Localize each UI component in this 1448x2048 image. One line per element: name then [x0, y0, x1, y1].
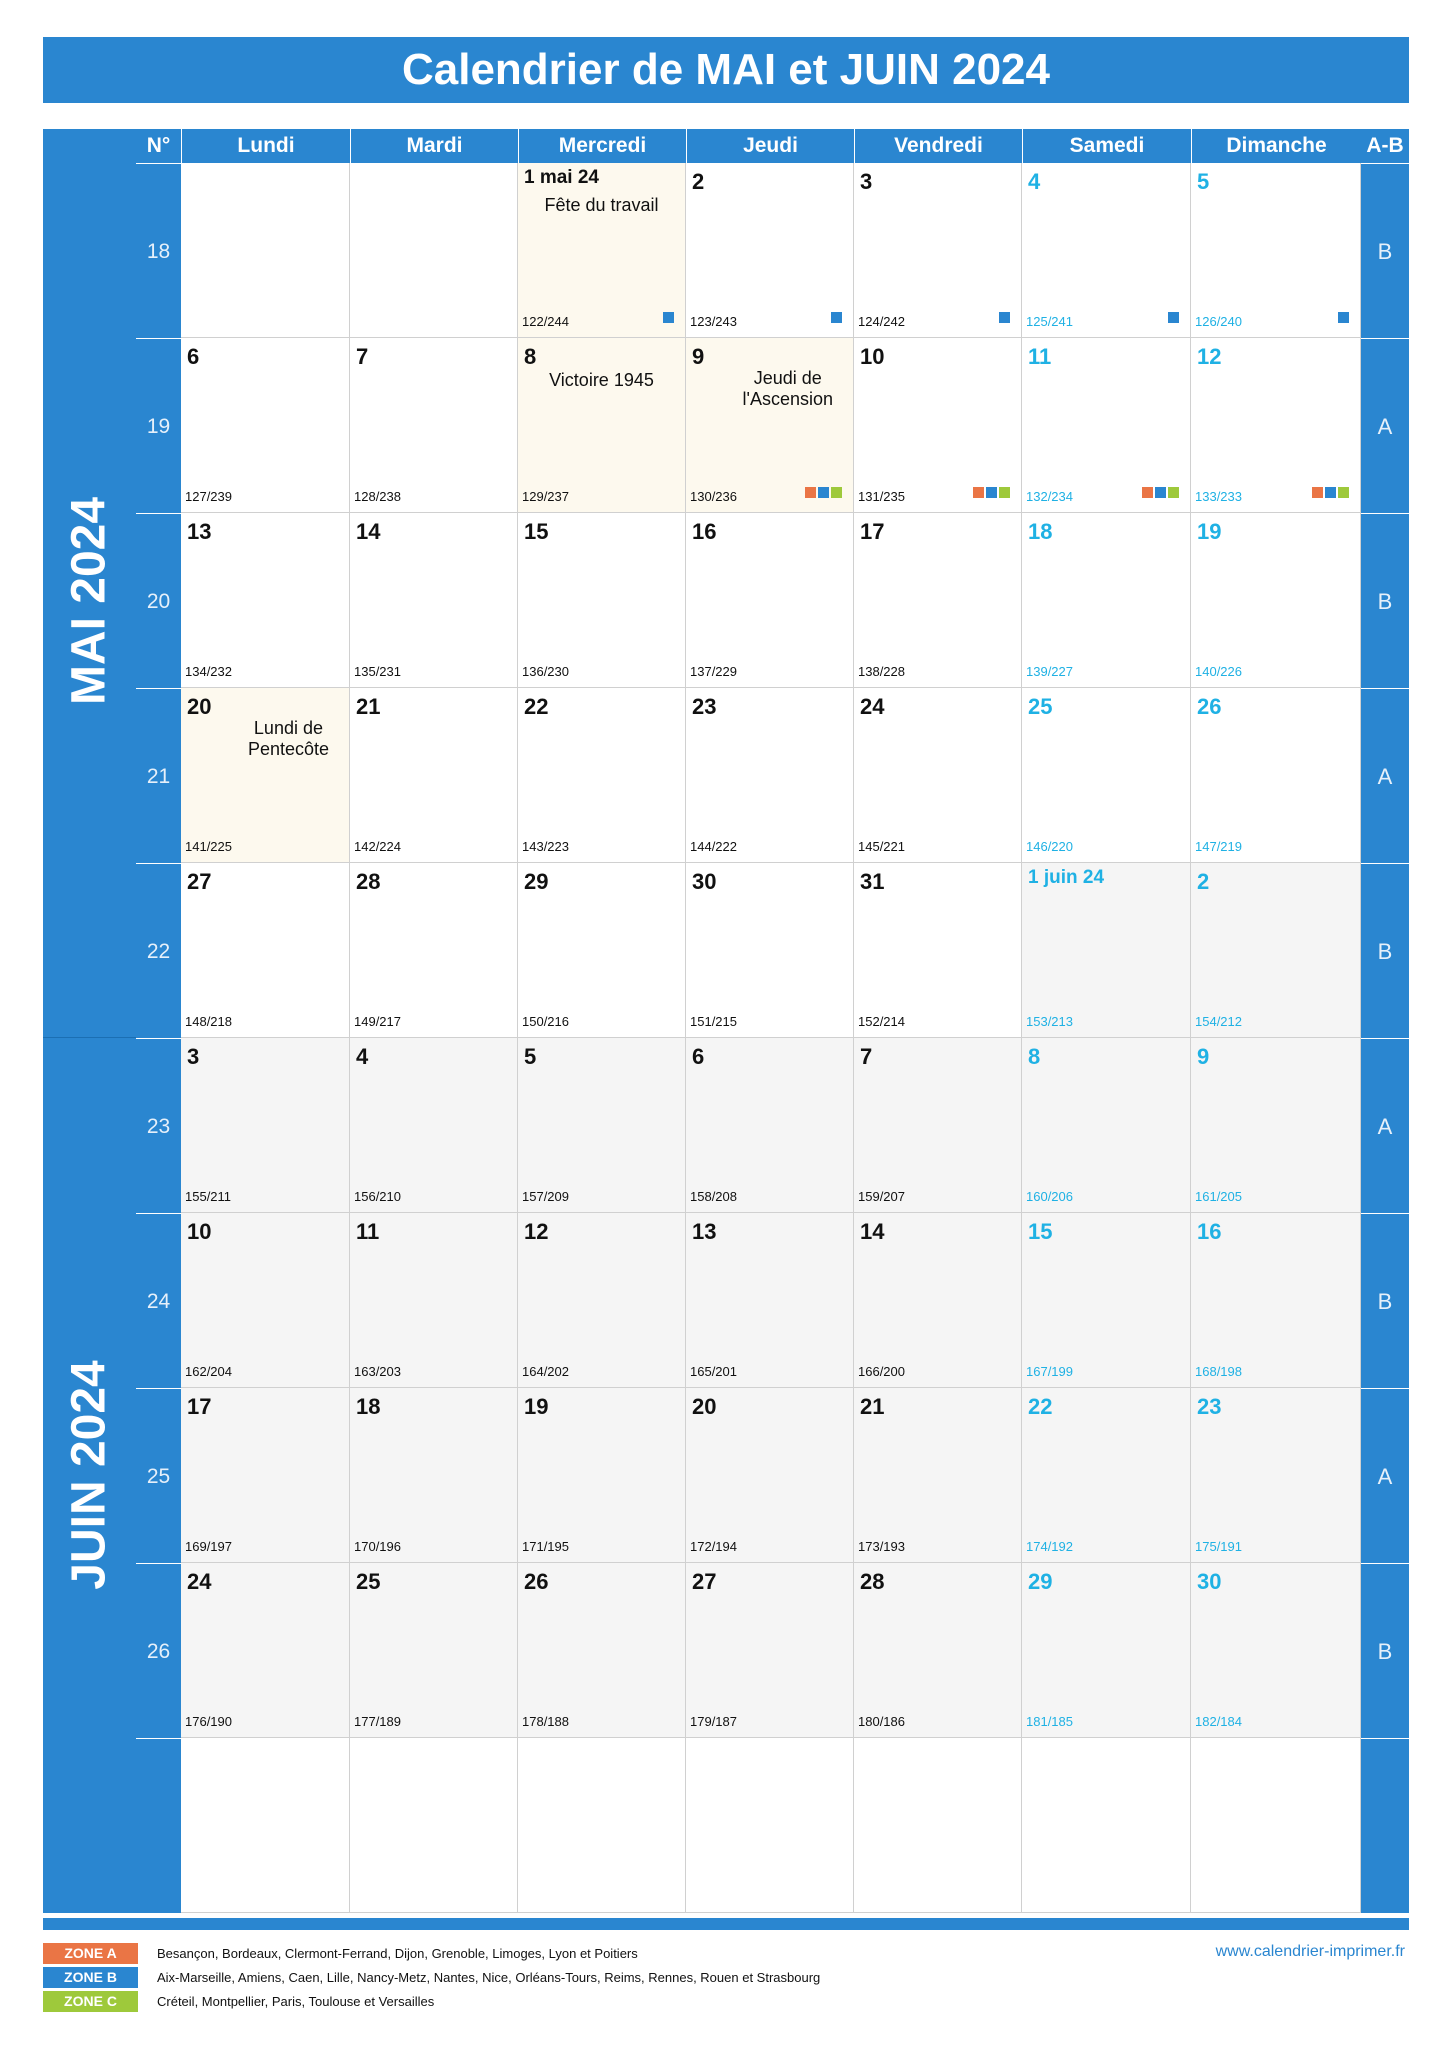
day-of-year: 158/208	[690, 1189, 737, 1204]
zone-badge: ZONE B	[43, 1967, 138, 1988]
zone-c-marker	[831, 487, 842, 498]
week-number: 22	[136, 863, 181, 1038]
day-number: 18	[356, 1394, 381, 1419]
day-of-year: 149/217	[354, 1014, 401, 1029]
day-of-year: 171/195	[522, 1539, 569, 1554]
day-of-year: 151/215	[690, 1014, 737, 1029]
day-cell[interactable]	[181, 1038, 350, 1213]
week-number: 26	[136, 1563, 181, 1738]
day-cell[interactable]	[686, 688, 854, 863]
day-number: 6	[692, 1044, 705, 1069]
day-of-year: 123/243	[690, 314, 737, 329]
day-number: 23	[692, 694, 717, 719]
day-of-year: 126/240	[1195, 314, 1242, 329]
day-cell[interactable]	[686, 863, 854, 1038]
day-cell[interactable]	[854, 1563, 1022, 1738]
day-of-year: 139/227	[1026, 664, 1073, 679]
day-of-year: 154/212	[1195, 1014, 1242, 1029]
day-cell[interactable]	[350, 688, 518, 863]
day-number: 5	[1197, 169, 1210, 194]
day-number: 6	[187, 344, 200, 369]
day-cell[interactable]	[518, 338, 686, 513]
header-mercredi: Mercredi	[518, 129, 686, 163]
day-of-year: 157/209	[522, 1189, 569, 1204]
zone-b-marker	[831, 312, 842, 323]
day-of-year: 132/234	[1026, 489, 1073, 504]
day-number: 7	[860, 1044, 873, 1069]
day-of-year: 148/218	[185, 1014, 232, 1029]
day-number: 8	[1028, 1044, 1041, 1069]
day-cell[interactable]	[181, 1388, 350, 1563]
day-number: 15	[1028, 1219, 1053, 1244]
day-of-year: 129/237	[522, 489, 569, 504]
header-ab: A-B	[1361, 129, 1409, 163]
day-cell[interactable]	[518, 1388, 686, 1563]
day-cell[interactable]	[1191, 1563, 1361, 1738]
day-cell[interactable]	[1022, 163, 1191, 338]
zone-c-marker	[1168, 487, 1179, 498]
zone-a-marker	[1312, 487, 1323, 498]
day-number: 9	[692, 344, 705, 369]
day-of-year: 182/184	[1195, 1714, 1242, 1729]
day-of-year: 178/188	[522, 1714, 569, 1729]
day-cell[interactable]	[1191, 688, 1361, 863]
day-of-year: 163/203	[354, 1364, 401, 1379]
zone-c-marker	[1338, 487, 1349, 498]
day-cell[interactable]	[518, 513, 686, 688]
day-of-year: 155/211	[185, 1189, 232, 1204]
ab-week: A	[1361, 688, 1409, 863]
day-of-year: 140/226	[1195, 664, 1242, 679]
day-cell[interactable]	[518, 1213, 686, 1388]
day-cell[interactable]	[350, 863, 518, 1038]
day-of-year: 122/244	[522, 314, 569, 329]
day-cell	[181, 163, 350, 338]
day-of-year: 133/233	[1195, 489, 1242, 504]
zone-cities: Créteil, Montpellier, Paris, Toulouse et Versailles	[157, 1994, 435, 2009]
day-of-year: 127/239	[185, 489, 232, 504]
day-cell[interactable]	[518, 1563, 686, 1738]
zone-b-marker	[1155, 487, 1166, 498]
day-of-year: 153/213	[1026, 1014, 1073, 1029]
day-of-year: 162/204	[185, 1364, 232, 1379]
day-cell	[518, 1738, 686, 1913]
day-cell[interactable]	[518, 1038, 686, 1213]
holiday-label: Victoire 1945	[549, 370, 654, 390]
day-number: 16	[692, 519, 717, 544]
bottom-band	[43, 1918, 1409, 1930]
day-cell[interactable]	[854, 1388, 1022, 1563]
day-of-year: 173/193	[858, 1539, 905, 1554]
day-cell[interactable]	[686, 1038, 854, 1213]
header-jeudi: Jeudi	[686, 129, 854, 163]
day-cell[interactable]	[1191, 863, 1361, 1038]
day-cell[interactable]	[518, 163, 686, 338]
day-of-year: 144/222	[690, 839, 737, 854]
day-cell[interactable]	[1022, 1563, 1191, 1738]
ab-week: B	[1361, 1563, 1409, 1738]
day-cell[interactable]	[686, 1563, 854, 1738]
day-number: 12	[524, 1219, 549, 1244]
day-number: 11	[1028, 344, 1052, 369]
day-cell[interactable]	[518, 688, 686, 863]
day-of-year: 174/192	[1026, 1539, 1073, 1554]
day-of-year: 180/186	[858, 1714, 905, 1729]
holiday-label: Fête du travail	[544, 195, 659, 215]
day-cell	[686, 1738, 854, 1913]
day-number: 11	[356, 1219, 380, 1244]
day-of-year: 179/187	[690, 1714, 737, 1729]
day-of-year: 131/235	[858, 489, 905, 504]
ab-week	[1361, 1738, 1409, 1913]
day-of-year: 176/190	[185, 1714, 232, 1729]
day-cell[interactable]	[181, 338, 350, 513]
day-of-year: 150/216	[522, 1014, 569, 1029]
day-of-year: 164/202	[522, 1364, 569, 1379]
holiday-label: Lundi de Pentecôte	[247, 718, 329, 759]
week-number: 19	[136, 338, 181, 513]
day-of-year: 124/242	[858, 314, 905, 329]
day-number: 7	[356, 344, 369, 369]
day-of-year: 168/198	[1195, 1364, 1242, 1379]
day-of-year: 138/228	[858, 664, 905, 679]
day-cell[interactable]	[1191, 1388, 1361, 1563]
day-cell[interactable]	[350, 1563, 518, 1738]
day-number: 13	[692, 1219, 717, 1244]
day-of-year: 159/207	[858, 1189, 905, 1204]
day-number: 17	[187, 1394, 212, 1419]
day-cell[interactable]	[1191, 338, 1361, 513]
day-cell[interactable]	[350, 1388, 518, 1563]
day-cell[interactable]	[1191, 1038, 1361, 1213]
zone-b-marker	[1325, 487, 1336, 498]
day-of-year: 156/210	[354, 1189, 401, 1204]
day-cell[interactable]	[181, 863, 350, 1038]
day-cell	[181, 1738, 350, 1913]
day-cell[interactable]	[518, 863, 686, 1038]
day-number: 19	[524, 1394, 549, 1419]
day-of-year: 165/201	[690, 1364, 737, 1379]
day-number: 30	[692, 869, 717, 894]
day-number: 10	[860, 344, 885, 369]
day-cell[interactable]	[686, 513, 854, 688]
zone-b-marker	[1338, 312, 1349, 323]
day-of-year: 169/197	[185, 1539, 232, 1554]
day-cell[interactable]	[1191, 1213, 1361, 1388]
website-link[interactable]: www.calendrier-imprimer.fr	[1215, 1943, 1405, 1960]
day-of-year: 160/206	[1026, 1189, 1073, 1204]
day-number: 28	[860, 1569, 885, 1594]
day-cell[interactable]	[854, 688, 1022, 863]
day-cell[interactable]	[686, 338, 854, 513]
day-cell[interactable]	[1022, 1388, 1191, 1563]
day-of-year: 161/205	[1195, 1189, 1242, 1204]
day-of-year: 136/230	[522, 664, 569, 679]
day-number: 18	[1028, 519, 1053, 544]
zone-cities: Besançon, Bordeaux, Clermont-Ferrand, Dijon, Grenoble, Limoges, Lyon et Poitiers	[157, 1946, 638, 1961]
zone-badge: ZONE A	[43, 1943, 138, 1964]
day-number: 1 mai 24	[524, 167, 599, 188]
week-number: 18	[136, 163, 181, 338]
day-number: 4	[356, 1044, 369, 1069]
day-number: 14	[356, 519, 381, 544]
week-number: 20	[136, 513, 181, 688]
day-number: 27	[187, 869, 212, 894]
day-number: 2	[1197, 869, 1210, 894]
month-separator	[43, 1037, 136, 1038]
day-number: 17	[860, 519, 885, 544]
day-number: 12	[1197, 344, 1222, 369]
day-cell[interactable]	[686, 1213, 854, 1388]
day-cell	[854, 1738, 1022, 1913]
header-mardi: Mardi	[350, 129, 518, 163]
day-cell	[1191, 1738, 1361, 1913]
day-cell[interactable]	[350, 338, 518, 513]
day-cell[interactable]	[1022, 1038, 1191, 1213]
week-number: 25	[136, 1388, 181, 1563]
zone-b-marker	[818, 487, 829, 498]
day-cell[interactable]	[1191, 163, 1361, 338]
day-cell[interactable]	[181, 513, 350, 688]
day-cell[interactable]	[854, 863, 1022, 1038]
day-number: 20	[692, 1394, 717, 1419]
ab-week: B	[1361, 863, 1409, 1038]
zone-badge: ZONE C	[43, 1991, 138, 2012]
day-number: 23	[1197, 1394, 1222, 1419]
header-lundi: Lundi	[181, 129, 350, 163]
day-number: 20	[187, 694, 212, 719]
zone-cities: Aix-Marseille, Amiens, Caen, Lille, Nancy-Metz, Nantes, Nice, Orléans-Tours, Reims, Rennes, Rouen et Strasbourg	[157, 1970, 821, 1985]
week-number	[136, 1738, 181, 1913]
month-label-juin: JUIN 2024	[62, 1360, 116, 1590]
ab-week: B	[1361, 163, 1409, 338]
day-number: 24	[187, 1569, 212, 1594]
day-number: 26	[524, 1569, 549, 1594]
day-number: 28	[356, 869, 381, 894]
zone-c-marker	[999, 487, 1010, 498]
ab-week: A	[1361, 1388, 1409, 1563]
day-number: 27	[692, 1569, 717, 1594]
day-cell[interactable]	[854, 513, 1022, 688]
day-of-year: 177/189	[354, 1714, 401, 1729]
ab-week: A	[1361, 1038, 1409, 1213]
day-number: 22	[1028, 1394, 1053, 1419]
zone-a-marker	[973, 487, 984, 498]
ab-week: B	[1361, 1213, 1409, 1388]
day-number: 21	[356, 694, 381, 719]
day-number: 9	[1197, 1044, 1210, 1069]
day-number: 29	[1028, 1569, 1053, 1594]
day-number: 19	[1197, 519, 1222, 544]
ab-week: A	[1361, 338, 1409, 513]
day-number: 30	[1197, 1569, 1222, 1594]
month-band	[43, 163, 136, 1913]
day-number: 1 juin 24	[1028, 867, 1105, 888]
zone-a-marker	[805, 487, 816, 498]
day-number: 25	[356, 1569, 381, 1594]
header-vendredi: Vendredi	[854, 129, 1022, 163]
day-cell[interactable]	[350, 1038, 518, 1213]
day-number: 25	[1028, 694, 1053, 719]
day-cell[interactable]	[686, 1388, 854, 1563]
day-cell	[350, 163, 518, 338]
day-cell[interactable]	[350, 513, 518, 688]
day-of-year: 125/241	[1026, 314, 1073, 329]
day-number: 3	[187, 1044, 200, 1069]
day-of-year: 142/224	[354, 839, 401, 854]
day-cell[interactable]	[1022, 338, 1191, 513]
day-of-year: 137/229	[690, 664, 737, 679]
day-cell[interactable]	[1022, 513, 1191, 688]
day-cell[interactable]	[1022, 688, 1191, 863]
day-number: 22	[524, 694, 549, 719]
day-of-year: 152/214	[858, 1014, 905, 1029]
day-cell[interactable]	[854, 163, 1022, 338]
zone-b-marker	[986, 487, 997, 498]
day-cell[interactable]	[854, 1213, 1022, 1388]
zone-b-marker	[663, 312, 674, 323]
zone-a-marker	[1142, 487, 1153, 498]
day-number: 29	[524, 869, 549, 894]
day-cell	[1022, 1738, 1191, 1913]
day-of-year: 145/221	[858, 839, 905, 854]
day-cell[interactable]	[1022, 863, 1191, 1038]
day-cell[interactable]	[854, 1038, 1022, 1213]
day-of-year: 181/185	[1026, 1714, 1073, 1729]
day-number: 3	[860, 169, 873, 194]
zone-b-marker	[1168, 312, 1179, 323]
day-of-year: 166/200	[858, 1364, 905, 1379]
day-number: 15	[524, 519, 549, 544]
day-number: 2	[692, 169, 705, 194]
day-of-year: 147/219	[1195, 839, 1242, 854]
day-cell	[350, 1738, 518, 1913]
day-cell[interactable]	[1191, 513, 1361, 688]
day-cell[interactable]	[350, 1213, 518, 1388]
day-of-year: 143/223	[522, 839, 569, 854]
day-number: 24	[860, 694, 885, 719]
day-of-year: 172/194	[690, 1539, 737, 1554]
header-dimanche: Dimanche	[1191, 129, 1361, 163]
day-number: 8	[524, 344, 537, 369]
day-of-year: 146/220	[1026, 839, 1073, 854]
day-cell[interactable]	[181, 688, 350, 863]
week-number: 24	[136, 1213, 181, 1388]
day-cell[interactable]	[686, 163, 854, 338]
day-cell[interactable]	[1022, 1213, 1191, 1388]
header-n: N°	[136, 129, 181, 163]
day-number: 21	[860, 1394, 885, 1419]
day-of-year: 135/231	[354, 664, 401, 679]
day-number: 13	[187, 519, 212, 544]
day-number: 16	[1197, 1219, 1222, 1244]
page-title: Calendrier de MAI et JUIN 2024	[43, 37, 1409, 103]
week-number: 21	[136, 688, 181, 863]
day-cell[interactable]	[181, 1563, 350, 1738]
month-label-mai: MAI 2024	[62, 496, 116, 706]
day-number: 5	[524, 1044, 537, 1069]
zone-b-marker	[999, 312, 1010, 323]
day-cell[interactable]	[181, 1213, 350, 1388]
day-of-year: 167/199	[1026, 1364, 1073, 1379]
day-number: 26	[1197, 694, 1222, 719]
day-number: 10	[187, 1219, 212, 1244]
header-corner	[43, 129, 136, 163]
ab-week: B	[1361, 513, 1409, 688]
holiday-label: Jeudi de l'Ascension	[742, 368, 833, 409]
day-of-year: 128/238	[354, 489, 401, 504]
week-number: 23	[136, 1038, 181, 1213]
day-number: 31	[860, 869, 885, 894]
day-of-year: 130/236	[690, 489, 737, 504]
header-samedi: Samedi	[1022, 129, 1191, 163]
day-cell[interactable]	[854, 338, 1022, 513]
day-of-year: 175/191	[1195, 1539, 1242, 1554]
day-of-year: 134/232	[185, 664, 232, 679]
day-number: 4	[1028, 169, 1041, 194]
day-of-year: 141/225	[185, 839, 232, 854]
day-of-year: 170/196	[354, 1539, 401, 1554]
day-number: 14	[860, 1219, 885, 1244]
